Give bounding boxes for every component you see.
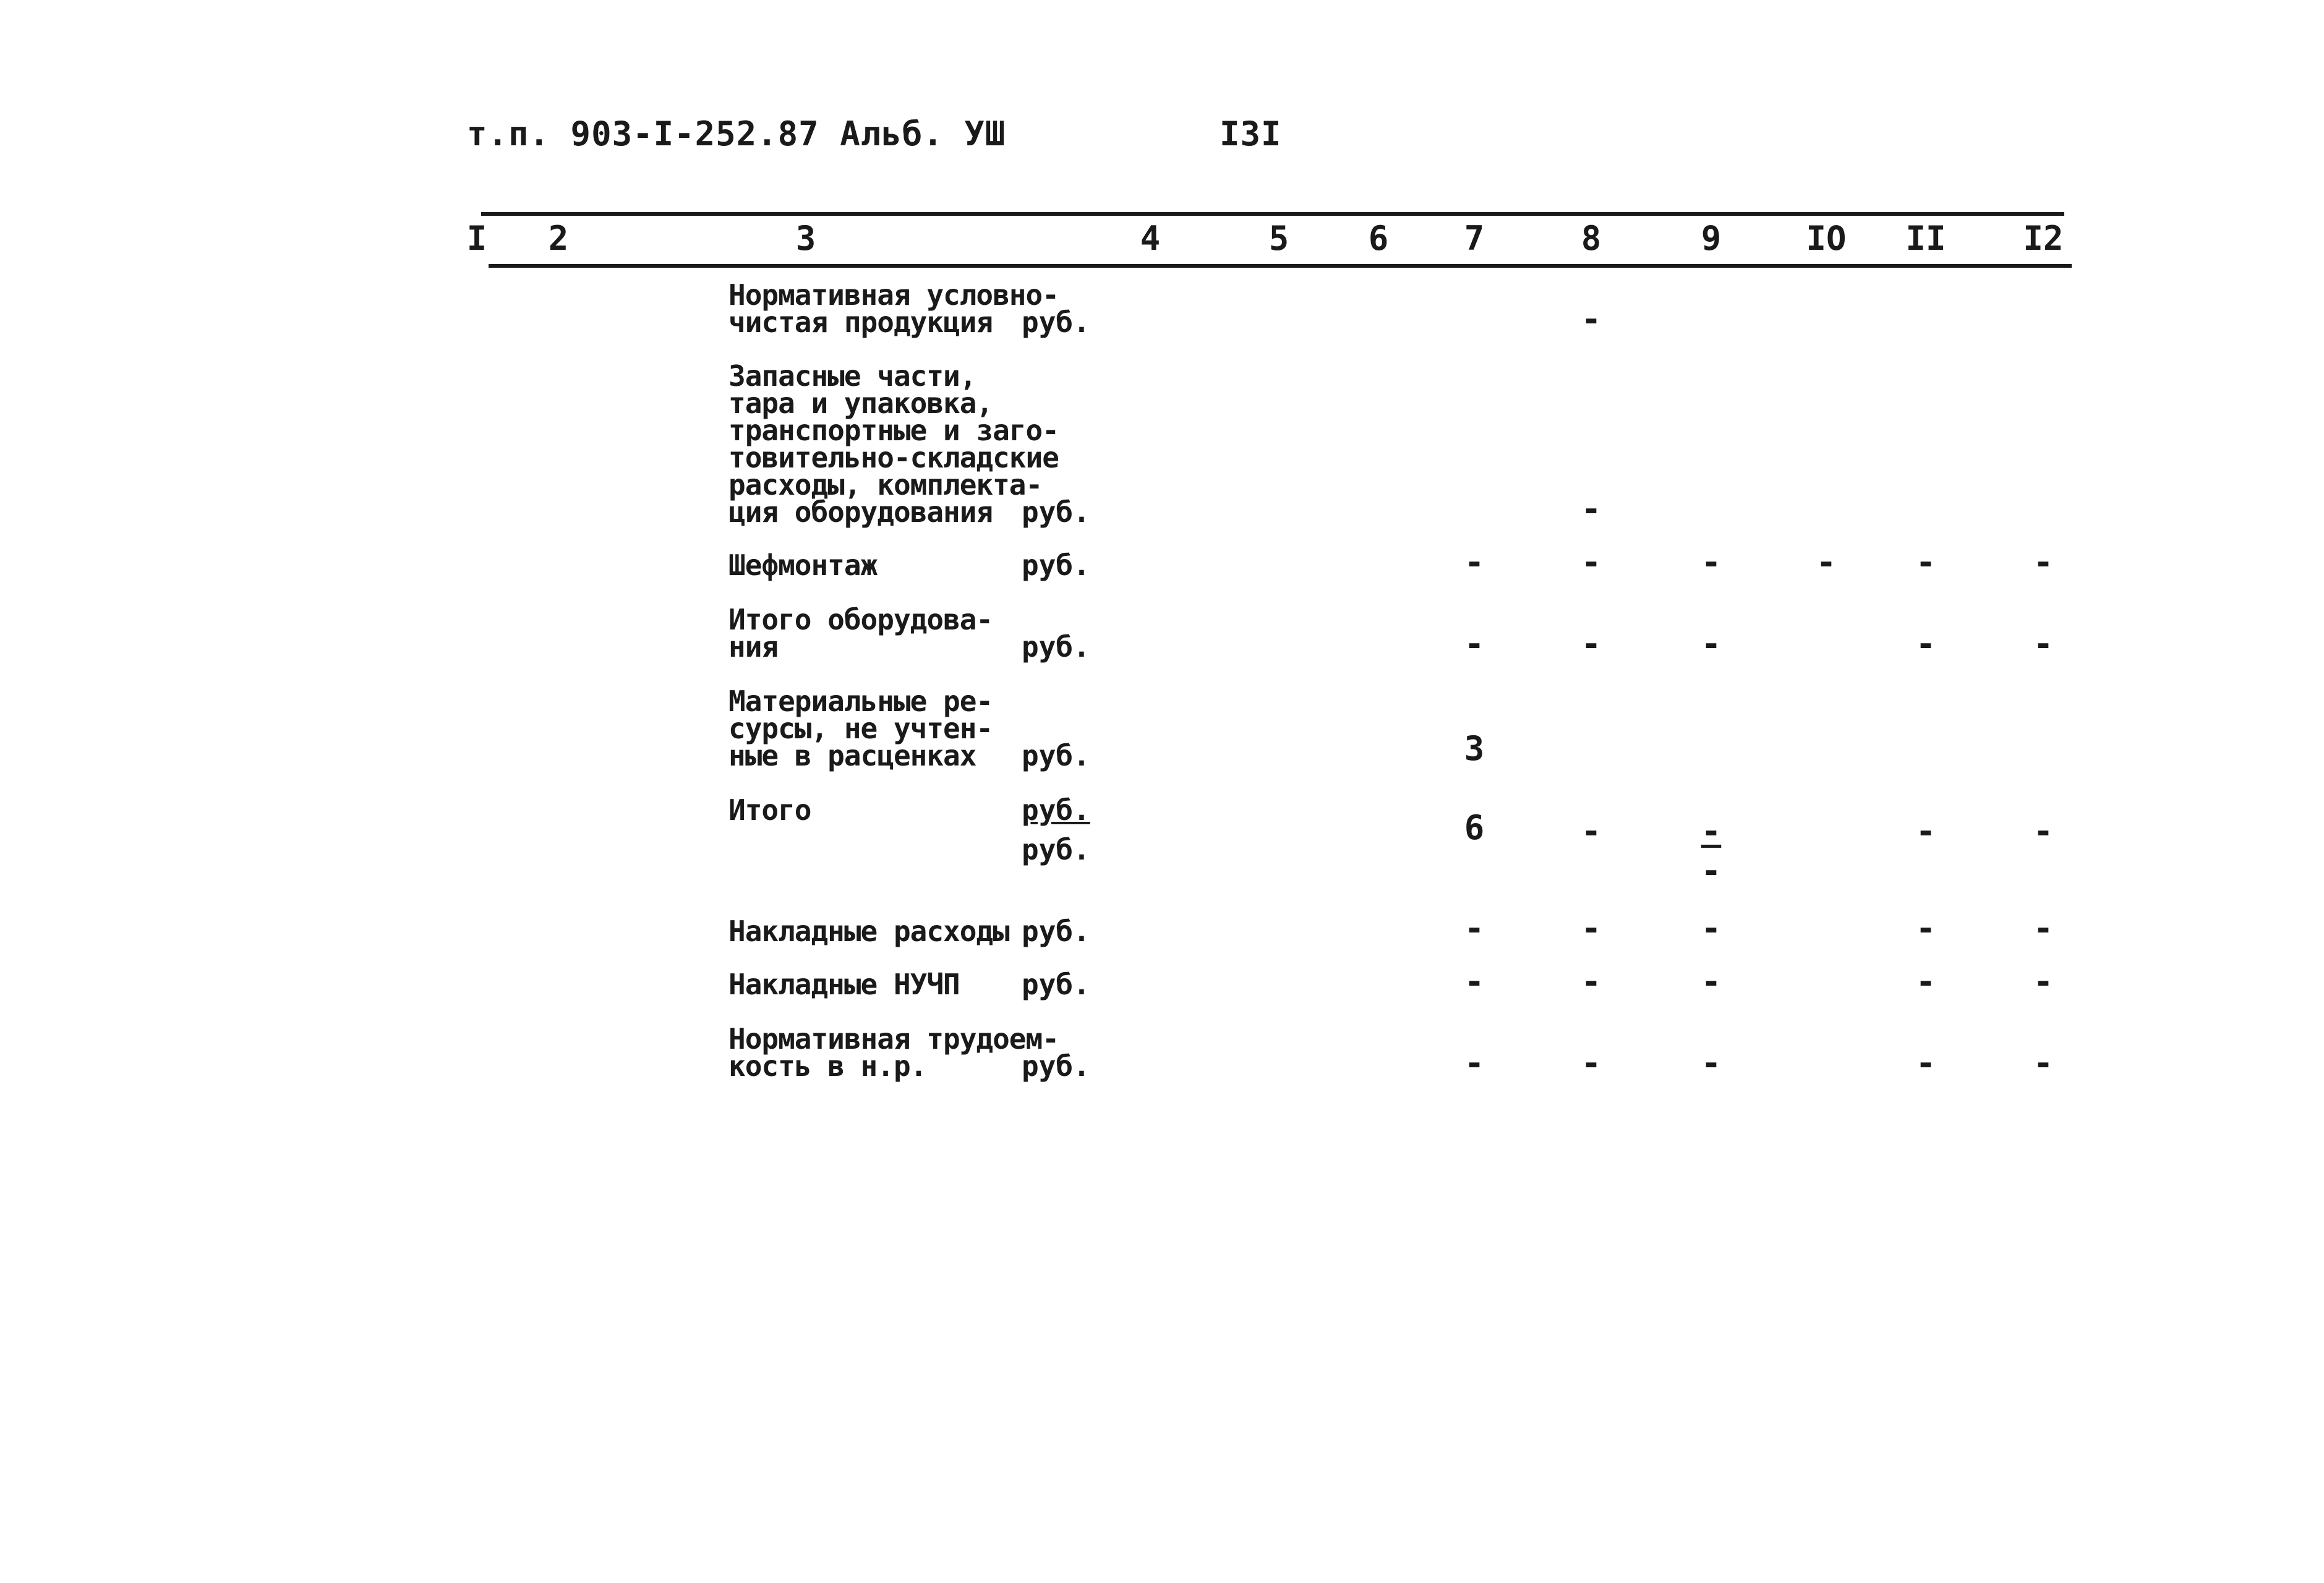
- table-cell: -: [1915, 962, 1936, 1001]
- table-cell: -: [2033, 962, 2054, 1001]
- table-cell: -: [1915, 625, 1936, 663]
- column-number: 4: [1140, 219, 1161, 258]
- table-cell: -: [1464, 909, 1485, 948]
- table-cell: -: [1464, 625, 1485, 663]
- table-header-rule: [489, 264, 2072, 268]
- table-cell: -: [1581, 300, 1602, 339]
- table-cell: 3: [1464, 729, 1485, 768]
- row-label: Итого: [728, 793, 811, 827]
- table-cell: -: [1464, 543, 1485, 582]
- column-number: I: [466, 219, 487, 258]
- column-number: 3: [795, 219, 816, 258]
- table-cell: -: [1581, 909, 1602, 948]
- table-cell: -: [1464, 962, 1485, 1001]
- table-cell: -: [1816, 543, 1837, 582]
- row-unit: руб.: [1022, 495, 1090, 529]
- table-cell: -: [2033, 812, 2054, 851]
- row-unit: руб.: [1022, 630, 1090, 663]
- column-number: 9: [1701, 219, 1722, 258]
- row-label: Шефмонтаж: [728, 548, 878, 582]
- row-label: Накладные расходы: [728, 915, 1009, 948]
- table-cell: -: [2033, 909, 2054, 948]
- table-cell: -: [1915, 1044, 1936, 1083]
- row-unit: руб.: [1022, 305, 1090, 339]
- column-number: 6: [1368, 219, 1389, 258]
- table-cell: -: [1701, 812, 1722, 851]
- column-number: 7: [1464, 219, 1485, 258]
- column-number: II: [1905, 219, 1946, 258]
- column-number: 2: [548, 219, 569, 258]
- row-label: Накладные НУЧП: [728, 968, 960, 1001]
- table-cell: -: [1581, 543, 1602, 582]
- column-number: IO: [1806, 219, 1847, 258]
- row-label: Запасные части, тара и упаковка, транспортные и заго- товительно-складские расходы, комплекта- ция оборудования: [728, 359, 1059, 529]
- table-top-rule: [481, 212, 2064, 216]
- table-cell: -: [1701, 909, 1722, 948]
- table-cell: -: [2033, 543, 2054, 582]
- column-number: 8: [1581, 219, 1602, 258]
- table-cell: -: [1915, 812, 1936, 851]
- row-unit: руб.: [1022, 968, 1090, 1001]
- table-cell: -: [2033, 625, 2054, 663]
- table-cell: -: [1464, 1044, 1485, 1083]
- row-unit: руб.: [1022, 793, 1090, 827]
- row-unit: руб.: [1022, 548, 1090, 582]
- document-reference: т.п. 903-I-252.87 Альб. УШ: [467, 114, 1006, 153]
- table-cell: 6: [1464, 808, 1485, 847]
- row-label: Нормативная условно- чистая продукция: [728, 278, 1059, 339]
- table-cell: -: [1701, 625, 1722, 663]
- table-cell: -: [1915, 543, 1936, 582]
- table-cell: -: [1701, 1044, 1722, 1083]
- table-cell-secondary: -: [1701, 851, 1722, 890]
- page-number: I3I: [1220, 114, 1282, 153]
- row-unit: руб.: [1022, 915, 1090, 948]
- table-cell: -: [1701, 543, 1722, 582]
- column-number: I2: [2023, 219, 2064, 258]
- table-cell: -: [1581, 625, 1602, 663]
- row-label: Материальные ре- сурсы, не учтен- ные в расценках: [728, 685, 993, 772]
- row-label: Итого оборудова- ния: [728, 603, 993, 663]
- row-unit: руб.: [1022, 1049, 1090, 1083]
- column-number: 5: [1268, 219, 1289, 258]
- table-cell: -: [1701, 962, 1722, 1001]
- table-cell: -: [1915, 909, 1936, 948]
- table-cell: -: [1581, 812, 1602, 851]
- table-cell: -: [1581, 1044, 1602, 1083]
- table-cell: -: [2033, 1044, 2054, 1083]
- row-label: Нормативная трудоем- кость в н.р.: [728, 1022, 1059, 1083]
- table-cell: -: [1581, 490, 1602, 529]
- row-unit: руб.: [1022, 739, 1090, 772]
- table-cell: -: [1581, 962, 1602, 1001]
- row-unit-secondary: руб.: [1022, 833, 1090, 866]
